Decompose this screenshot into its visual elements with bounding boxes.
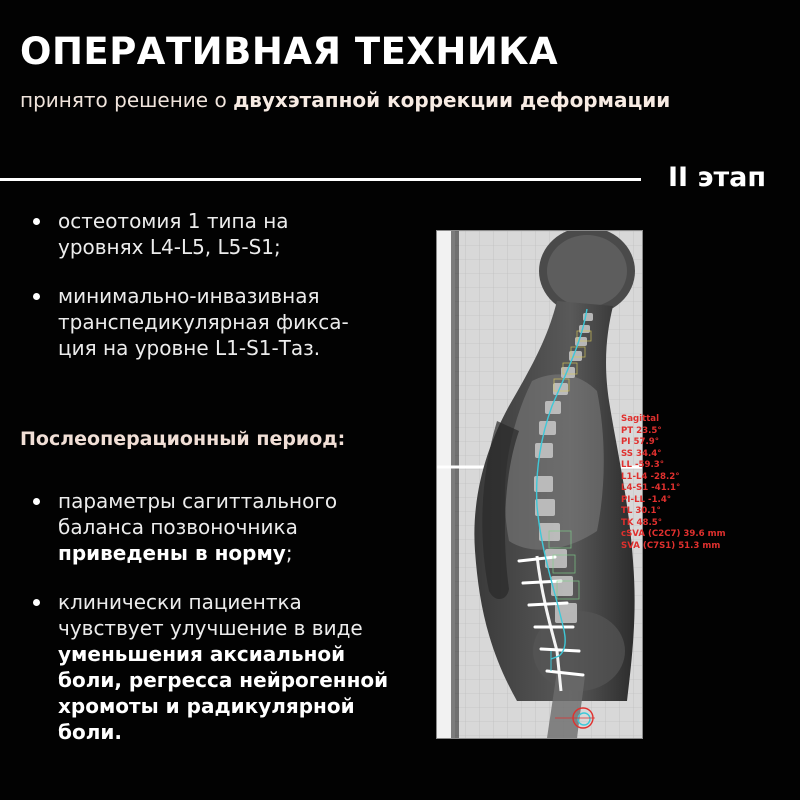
legend-entry: PT 23.5° <box>621 425 662 436</box>
sagittal-parameters-legend <box>621 414 726 552</box>
section-divider <box>0 178 641 181</box>
subtitle-prefix: принято решение о <box>20 88 234 112</box>
legend-entry: SS 34.4° <box>621 448 662 459</box>
page-title: ОПЕРАТИВНАЯ ТЕХНИКА <box>20 30 559 73</box>
postop-item-text: баланса позвоночника <box>58 515 298 539</box>
procedure-item-text: уровнях L4-L5, L5-S1; <box>58 235 281 259</box>
postop-item-emphasis: хромоты и радикулярной <box>58 694 355 718</box>
stage-label: II этап <box>668 162 767 193</box>
procedure-item-text: минимально-инвазивная <box>58 284 320 308</box>
legend-entry: cSVA (C2C7) 39.6 mm <box>621 529 726 539</box>
procedure-list <box>20 208 440 361</box>
subtitle-emphasis: двухэтапной коррекции деформации <box>233 88 671 112</box>
postop-item-emphasis: боли. <box>58 720 122 744</box>
postop-item-tail: ; <box>285 541 293 565</box>
spine-xray-drawing <box>437 231 642 738</box>
procedure-item-fixation <box>20 283 440 361</box>
procedure-item-osteotomy <box>20 208 440 260</box>
postop-heading: Послеоперационный период: <box>20 428 346 450</box>
postop-item-emphasis: уменьшения аксиальной <box>58 642 346 666</box>
postop-item-emphasis: боли, регресса нейрогенной <box>58 668 389 692</box>
procedure-item-text: остеотомия 1 типа на <box>58 209 289 233</box>
legend-entry: TL 30.1° <box>621 506 661 516</box>
legend-heading: Sagittal <box>621 414 660 424</box>
legend-entry: L1-L4 -28.2° <box>621 471 680 482</box>
legend-entry: L4-S1 -41.1° <box>621 483 681 493</box>
legend-entry: SVA (C7S1) 51.3 mm <box>621 540 721 551</box>
postop-item-clinical <box>20 589 440 745</box>
postop-item-line <box>58 540 440 566</box>
postop-item-text: чувствует улучшение в виде <box>58 616 363 640</box>
postop-item-text: параметры сагиттального <box>58 489 338 513</box>
legend-entry: TK 48.5° <box>621 517 663 528</box>
procedure-item-text: ция на уровне L1-S1-Таз. <box>58 336 321 360</box>
legend-entry: PI-LL -1.4° <box>621 494 672 505</box>
page-subtitle <box>20 88 670 112</box>
spine-xray-image <box>436 230 643 739</box>
legend-entry: PI 57.9° <box>621 437 659 447</box>
legend-entry: LL -59.3° <box>621 460 665 470</box>
postop-item-emphasis: приведены в норму <box>58 541 286 565</box>
postop-list <box>20 488 440 745</box>
postop-item-balance <box>20 488 440 566</box>
postop-item-text: клинически пациентка <box>58 590 302 614</box>
procedure-item-text: транспедикулярная фикса- <box>58 310 349 334</box>
